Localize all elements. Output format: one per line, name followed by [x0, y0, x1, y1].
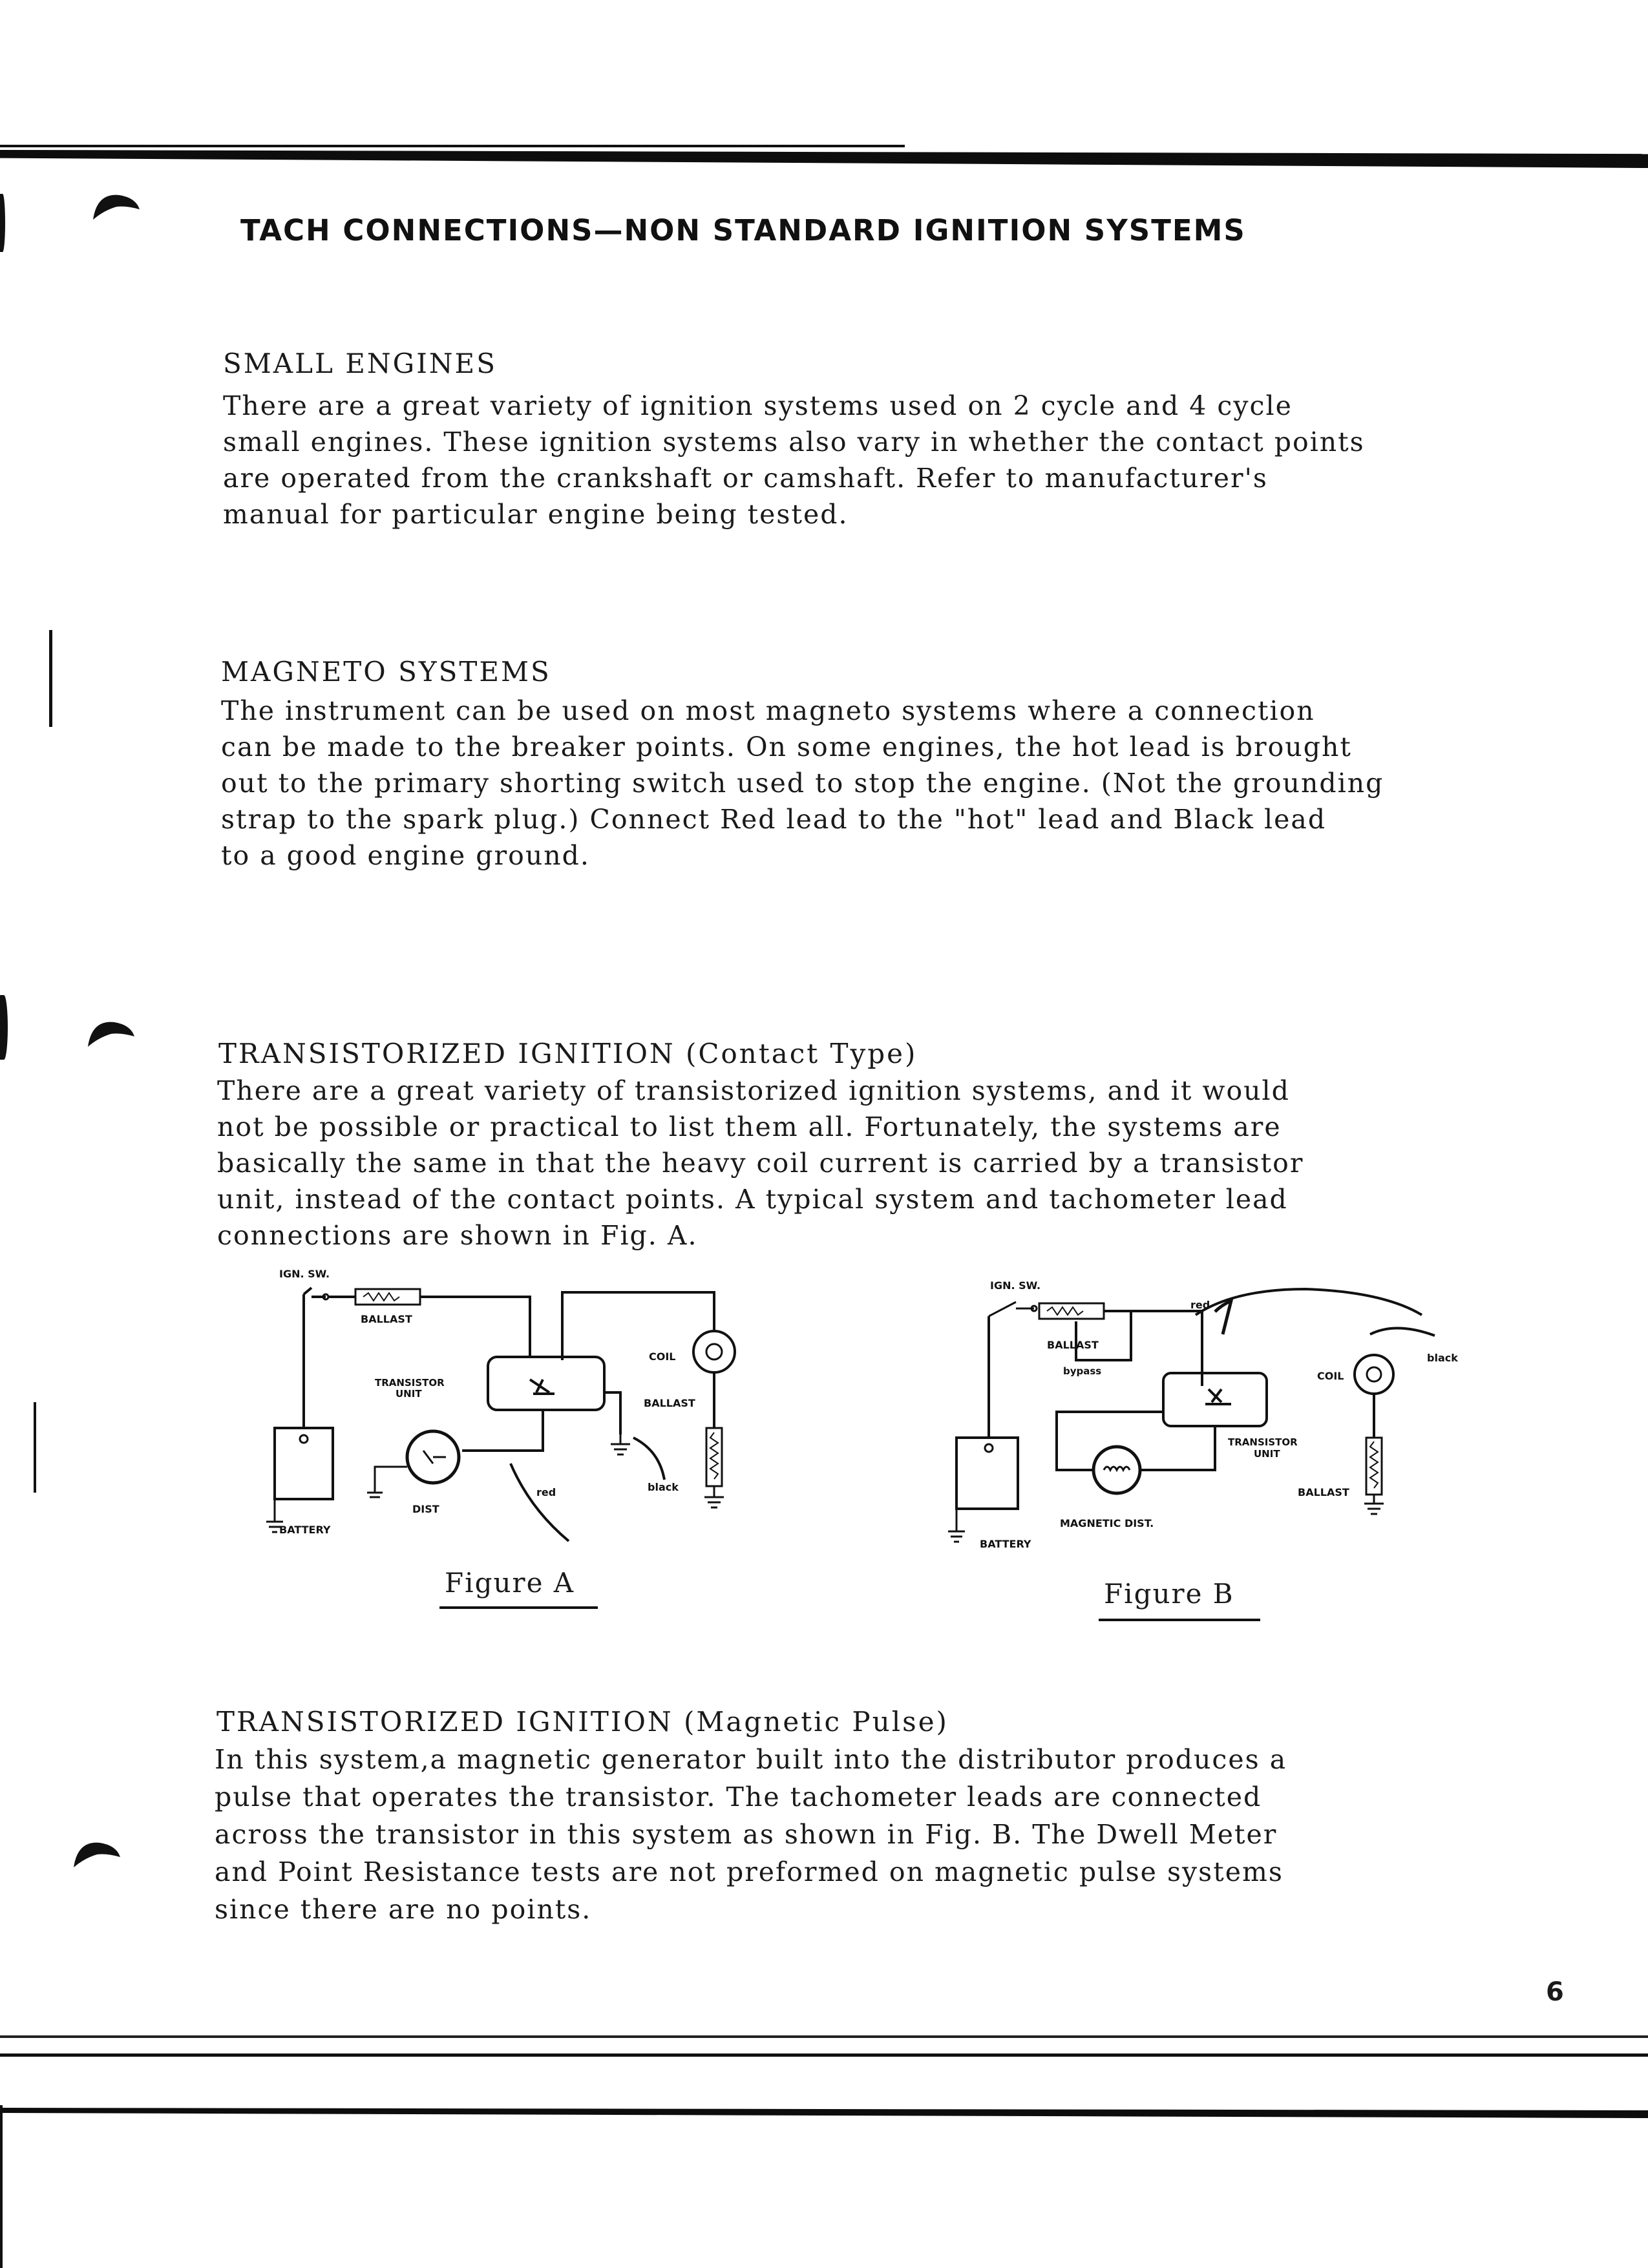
- coil-symbol: [693, 1331, 735, 1372]
- paragraph-transistorized-contact: [217, 1073, 1304, 1254]
- label-transistor: TRANSISTOR: [1228, 1436, 1298, 1448]
- text-line: In this system,a magnetic generator built into the distributor produces a: [215, 1744, 1287, 1775]
- label-bypass: bypass: [1063, 1365, 1102, 1377]
- label-black: black: [648, 1481, 679, 1493]
- text-line: There are a great variety of transistorized ignition systems, and it would: [217, 1075, 1290, 1106]
- ground-symbol: [704, 1486, 724, 1507]
- label-ballast: BALLAST: [1047, 1339, 1099, 1351]
- text-line: manual for particular engine being tested.: [223, 499, 849, 530]
- ballast-resistor: [1039, 1303, 1104, 1319]
- coil-inner: [706, 1344, 722, 1360]
- left-edge-mark: [0, 194, 5, 252]
- left-edge-mark: [49, 630, 52, 727]
- label-black: black: [1427, 1352, 1458, 1364]
- wire: [328, 1297, 530, 1357]
- wire: [462, 1392, 620, 1451]
- text-line: There are a great variety of ignition systems used on 2 cycle and 4 cycle: [223, 390, 1293, 421]
- text-line: small engines. These ignition systems also vary in whether the contact points: [223, 426, 1365, 457]
- text-line: unit, instead of the contact points. A typical system and tachometer lead: [217, 1184, 1288, 1215]
- bottom-rule: [0, 2035, 1648, 2038]
- ground-symbol: [1364, 1495, 1384, 1514]
- wire: [367, 1467, 407, 1497]
- ground-symbol: [948, 1509, 965, 1542]
- punch-mark: [85, 1014, 137, 1053]
- figure-b-caption: Figure B: [1104, 1578, 1234, 1610]
- ignition-switch: [989, 1302, 1034, 1316]
- text-line: can be made to the breaker points. On some engines, the hot lead is brought: [221, 731, 1352, 762]
- section-title-small-engines: SMALL ENGINES: [223, 348, 497, 379]
- top-rule: [0, 150, 1648, 168]
- text-line: to a good engine ground.: [221, 840, 590, 871]
- label-ign-sw: IGN. SW.: [990, 1279, 1041, 1292]
- battery: [956, 1438, 1018, 1509]
- label-unit: UNIT: [1254, 1448, 1280, 1460]
- section-title-transistorized-magnetic: TRANSISTORIZED IGNITION (Magnetic Pulse): [217, 1706, 949, 1738]
- resistor-coil: [1370, 1442, 1378, 1488]
- label-ballast: BALLAST: [361, 1313, 412, 1325]
- text-line: since there are no points.: [215, 1894, 592, 1925]
- battery-terminal: [300, 1435, 308, 1443]
- paragraph-magneto: [221, 693, 1384, 874]
- label-red: red: [536, 1486, 556, 1498]
- label-dist: DIST: [412, 1503, 439, 1515]
- figure-b-diagram: [944, 1276, 1474, 1560]
- coil-inner: [1367, 1367, 1381, 1381]
- ignition-switch: [304, 1288, 326, 1297]
- ballast-resistor: [355, 1289, 420, 1305]
- top-rule-thin: [0, 145, 905, 147]
- label-coil: COIL: [649, 1350, 676, 1363]
- text-line: The instrument can be used on most magneto systems where a connection: [221, 695, 1315, 726]
- wire: [562, 1292, 714, 1360]
- resistor-coil: [1047, 1307, 1083, 1315]
- resistor-coil: [363, 1293, 399, 1301]
- label-transistor: TRANSISTOR: [375, 1377, 445, 1389]
- red-lead: [1215, 1301, 1231, 1334]
- paragraph-transistorized-magnetic: [215, 1741, 1287, 1928]
- black-lead: [1370, 1328, 1435, 1336]
- battery: [275, 1428, 333, 1499]
- punch-mark: [71, 1835, 123, 1874]
- figure-a-diagram: [259, 1263, 763, 1560]
- ballast-resistor-right: [706, 1428, 722, 1486]
- punch-mark: [90, 187, 142, 226]
- page-number: 6: [1546, 1977, 1564, 2007]
- label-battery: BATTERY: [279, 1524, 331, 1536]
- transistor-symbol: [1205, 1389, 1231, 1404]
- text-line: strap to the spark plug.) Connect Red lead to the "hot" lead and Black lead: [221, 804, 1327, 835]
- coil-symbol: [1355, 1355, 1393, 1394]
- figure-a-caption: Figure A: [445, 1567, 575, 1599]
- label-ballast: BALLAST: [644, 1397, 695, 1409]
- left-edge-mark: [34, 1402, 36, 1493]
- caption-underline: [439, 1606, 598, 1609]
- red-lead: [511, 1464, 569, 1541]
- battery-terminal: [985, 1444, 993, 1452]
- bottom-rule: [0, 2105, 1648, 2118]
- label-magnetic-dist: MAGNETIC DIST.: [1060, 1517, 1154, 1529]
- text-line: not be possible or practical to list them all. Fortunately, the systems are: [217, 1111, 1282, 1142]
- paragraph-small-engines: [223, 388, 1365, 532]
- transistor-symbol: [530, 1380, 555, 1394]
- resistor-coil: [710, 1433, 718, 1479]
- text-line: connections are shown in Fig. A.: [217, 1220, 698, 1251]
- section-title-transistorized-contact: TRANSISTORIZED IGNITION (Contact Type): [218, 1038, 918, 1069]
- label-coil: COIL: [1317, 1370, 1344, 1382]
- distributor-points: [423, 1451, 446, 1464]
- text-line: across the transistor in this system as shown in Fig. B. The Dwell Meter: [215, 1819, 1278, 1850]
- section-title-magneto: MAGNETO SYSTEMS: [221, 656, 551, 688]
- ballast-resistor-right: [1366, 1438, 1382, 1495]
- black-lead: [633, 1438, 664, 1480]
- label-red: red: [1190, 1299, 1210, 1311]
- transistor-unit-box: [488, 1357, 604, 1410]
- text-line: basically the same in that the heavy coil current is carried by a transistor: [217, 1148, 1304, 1179]
- left-edge-mark: [0, 995, 8, 1060]
- magnetic-pickup-coil: [1104, 1467, 1130, 1470]
- text-line: out to the primary shorting switch used to stop the engine. (Not the grounding: [221, 768, 1384, 799]
- bottom-rule: [0, 2053, 1648, 2057]
- text-line: pulse that operates the transistor. The tachometer leads are connected: [215, 1781, 1262, 1812]
- label-ign-sw: IGN. SW.: [279, 1268, 330, 1280]
- wire: [1057, 1412, 1215, 1470]
- label-unit: UNIT: [396, 1388, 422, 1400]
- caption-underline: [1099, 1619, 1260, 1621]
- label-ballast: BALLAST: [1298, 1486, 1349, 1498]
- text-line: and Point Resistance tests are not preformed on magnetic pulse systems: [215, 1856, 1284, 1887]
- label-battery: BATTERY: [980, 1538, 1031, 1550]
- left-edge-mark: [0, 2105, 3, 2268]
- ground-symbol: [611, 1434, 630, 1454]
- text-line: are operated from the crankshaft or camshaft. Refer to manufacturer's: [223, 463, 1268, 494]
- page-heading: TACH CONNECTIONS—NON STANDARD IGNITION SYSTEMS: [240, 213, 1246, 247]
